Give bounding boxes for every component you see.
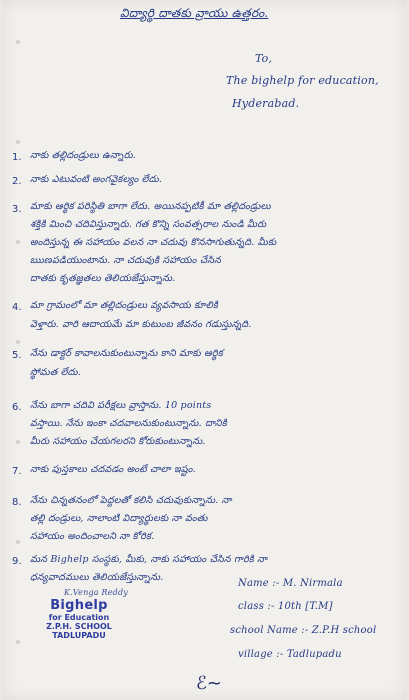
point-line: నాకు తల్లిదండ్రులు ఉన్నారు. — [30, 150, 136, 161]
point-number: 9. — [12, 556, 22, 567]
point-number: 7. — [12, 466, 22, 477]
student-name: Name :- M. Nirmala — [238, 578, 343, 589]
point-line: మాకు ఆర్థిక పరిస్థితి బాగా లేదు. అయినప్పటికీ మా తల్లిదండ్రులు — [30, 201, 271, 212]
letter-title: విద్యార్థి దాతకు వ్రాయు ఉత్తరం. — [120, 6, 269, 20]
point-line: వెళ్తారు. వారి ఆదాయమే మా కుటుంబ జీవనం గడుస్తున్నది. — [30, 319, 252, 330]
point-number: 5. — [12, 350, 22, 361]
school-stamp — [40, 598, 118, 666]
point-number: 1. — [12, 152, 22, 163]
point-line: శక్తికి మించి చదివిస్తున్నారు. గత కొన్ని సంవత్సరాల నుండి మీరు — [30, 219, 267, 230]
headmaster-signature: K.Venga Reddy — [64, 588, 129, 597]
stamp-line: for Education — [48, 613, 110, 622]
point-line: తల్లి దండ్రులు, నాలాంటి విద్యార్థులకు నా వంతు — [30, 513, 208, 524]
point-number: 8. — [12, 497, 22, 508]
point-line: మన Bighelp సంస్థకు, మీకు, నాకు సహాయం చేసిన గారికి నా — [30, 554, 268, 565]
stamp-name: Bighelp — [50, 598, 108, 613]
student-village: village :- Tadlupadu — [238, 649, 342, 660]
point-line: మా గ్రామంలో మా తల్లిదండ్రులు వ్యవసాయ కూలికి — [30, 300, 219, 311]
point-line: మీరు సహాయం చేయగలరని కోరుకుంటున్నాను. — [30, 436, 206, 447]
student-school: school Name :- Z.P.H school — [230, 625, 377, 636]
point-line: నాకు పుస్తకాలు చదవడం అంటే చాలా ఇష్టం. — [30, 464, 196, 475]
point-line: వస్తాయి. నేను ఇంకా చదవాలనుకుంటున్నాను. దానికి — [30, 418, 227, 429]
point-line: నేను డాక్టర్ కావాలనుకుంటున్నాను కాని మాకు ఆర్థిక — [30, 348, 223, 359]
point-line: ఋణపడియుంటాను. నా చదువుకి సహాయం చేసిన — [30, 255, 221, 266]
recipient-city: Hyderabad. — [232, 97, 300, 110]
point-line: స్థోమత లేదు. — [30, 367, 81, 378]
point-number: 3. — [12, 204, 22, 215]
point-line: దాతకు కృతజ్ఞతలు తెలియజేస్తున్నాను. — [30, 273, 176, 284]
point-line: సహాయం అందించాలని నా కోరిక. — [30, 531, 155, 542]
point-line: ధన్యవాదములు తెలియజేస్తున్నాను. — [30, 572, 164, 583]
point-number: 2. — [12, 176, 22, 187]
point-line: అందిస్తున్న ఈ సహాయం వలన నా చదువు కొనసాగుతున్నది. మీకు — [30, 237, 277, 248]
recipient-to: To, — [255, 52, 273, 65]
point-number: 4. — [12, 302, 22, 313]
point-number: 6. — [12, 402, 22, 413]
student-class: class :- 10th [T.M] — [238, 601, 333, 612]
stamp-line: Z.P.H. SCHOOL — [46, 622, 112, 631]
student-signature: ℰ~ — [196, 673, 222, 694]
stamp-line: TADLUPADU — [52, 631, 106, 640]
recipient-org: The bighelp for education, — [226, 74, 379, 87]
point-line: నాకు ఎటువంటి అంగవైకల్యం లేదు. — [30, 174, 163, 185]
point-line: నేను చిన్నతనంలో పెద్దలతో కలిసి చదువుకున్నాను. నా — [30, 495, 232, 506]
point-line: నేను బాగా చదివి పరీక్షలు వ్రాస్తాను. 10 points — [30, 400, 212, 411]
